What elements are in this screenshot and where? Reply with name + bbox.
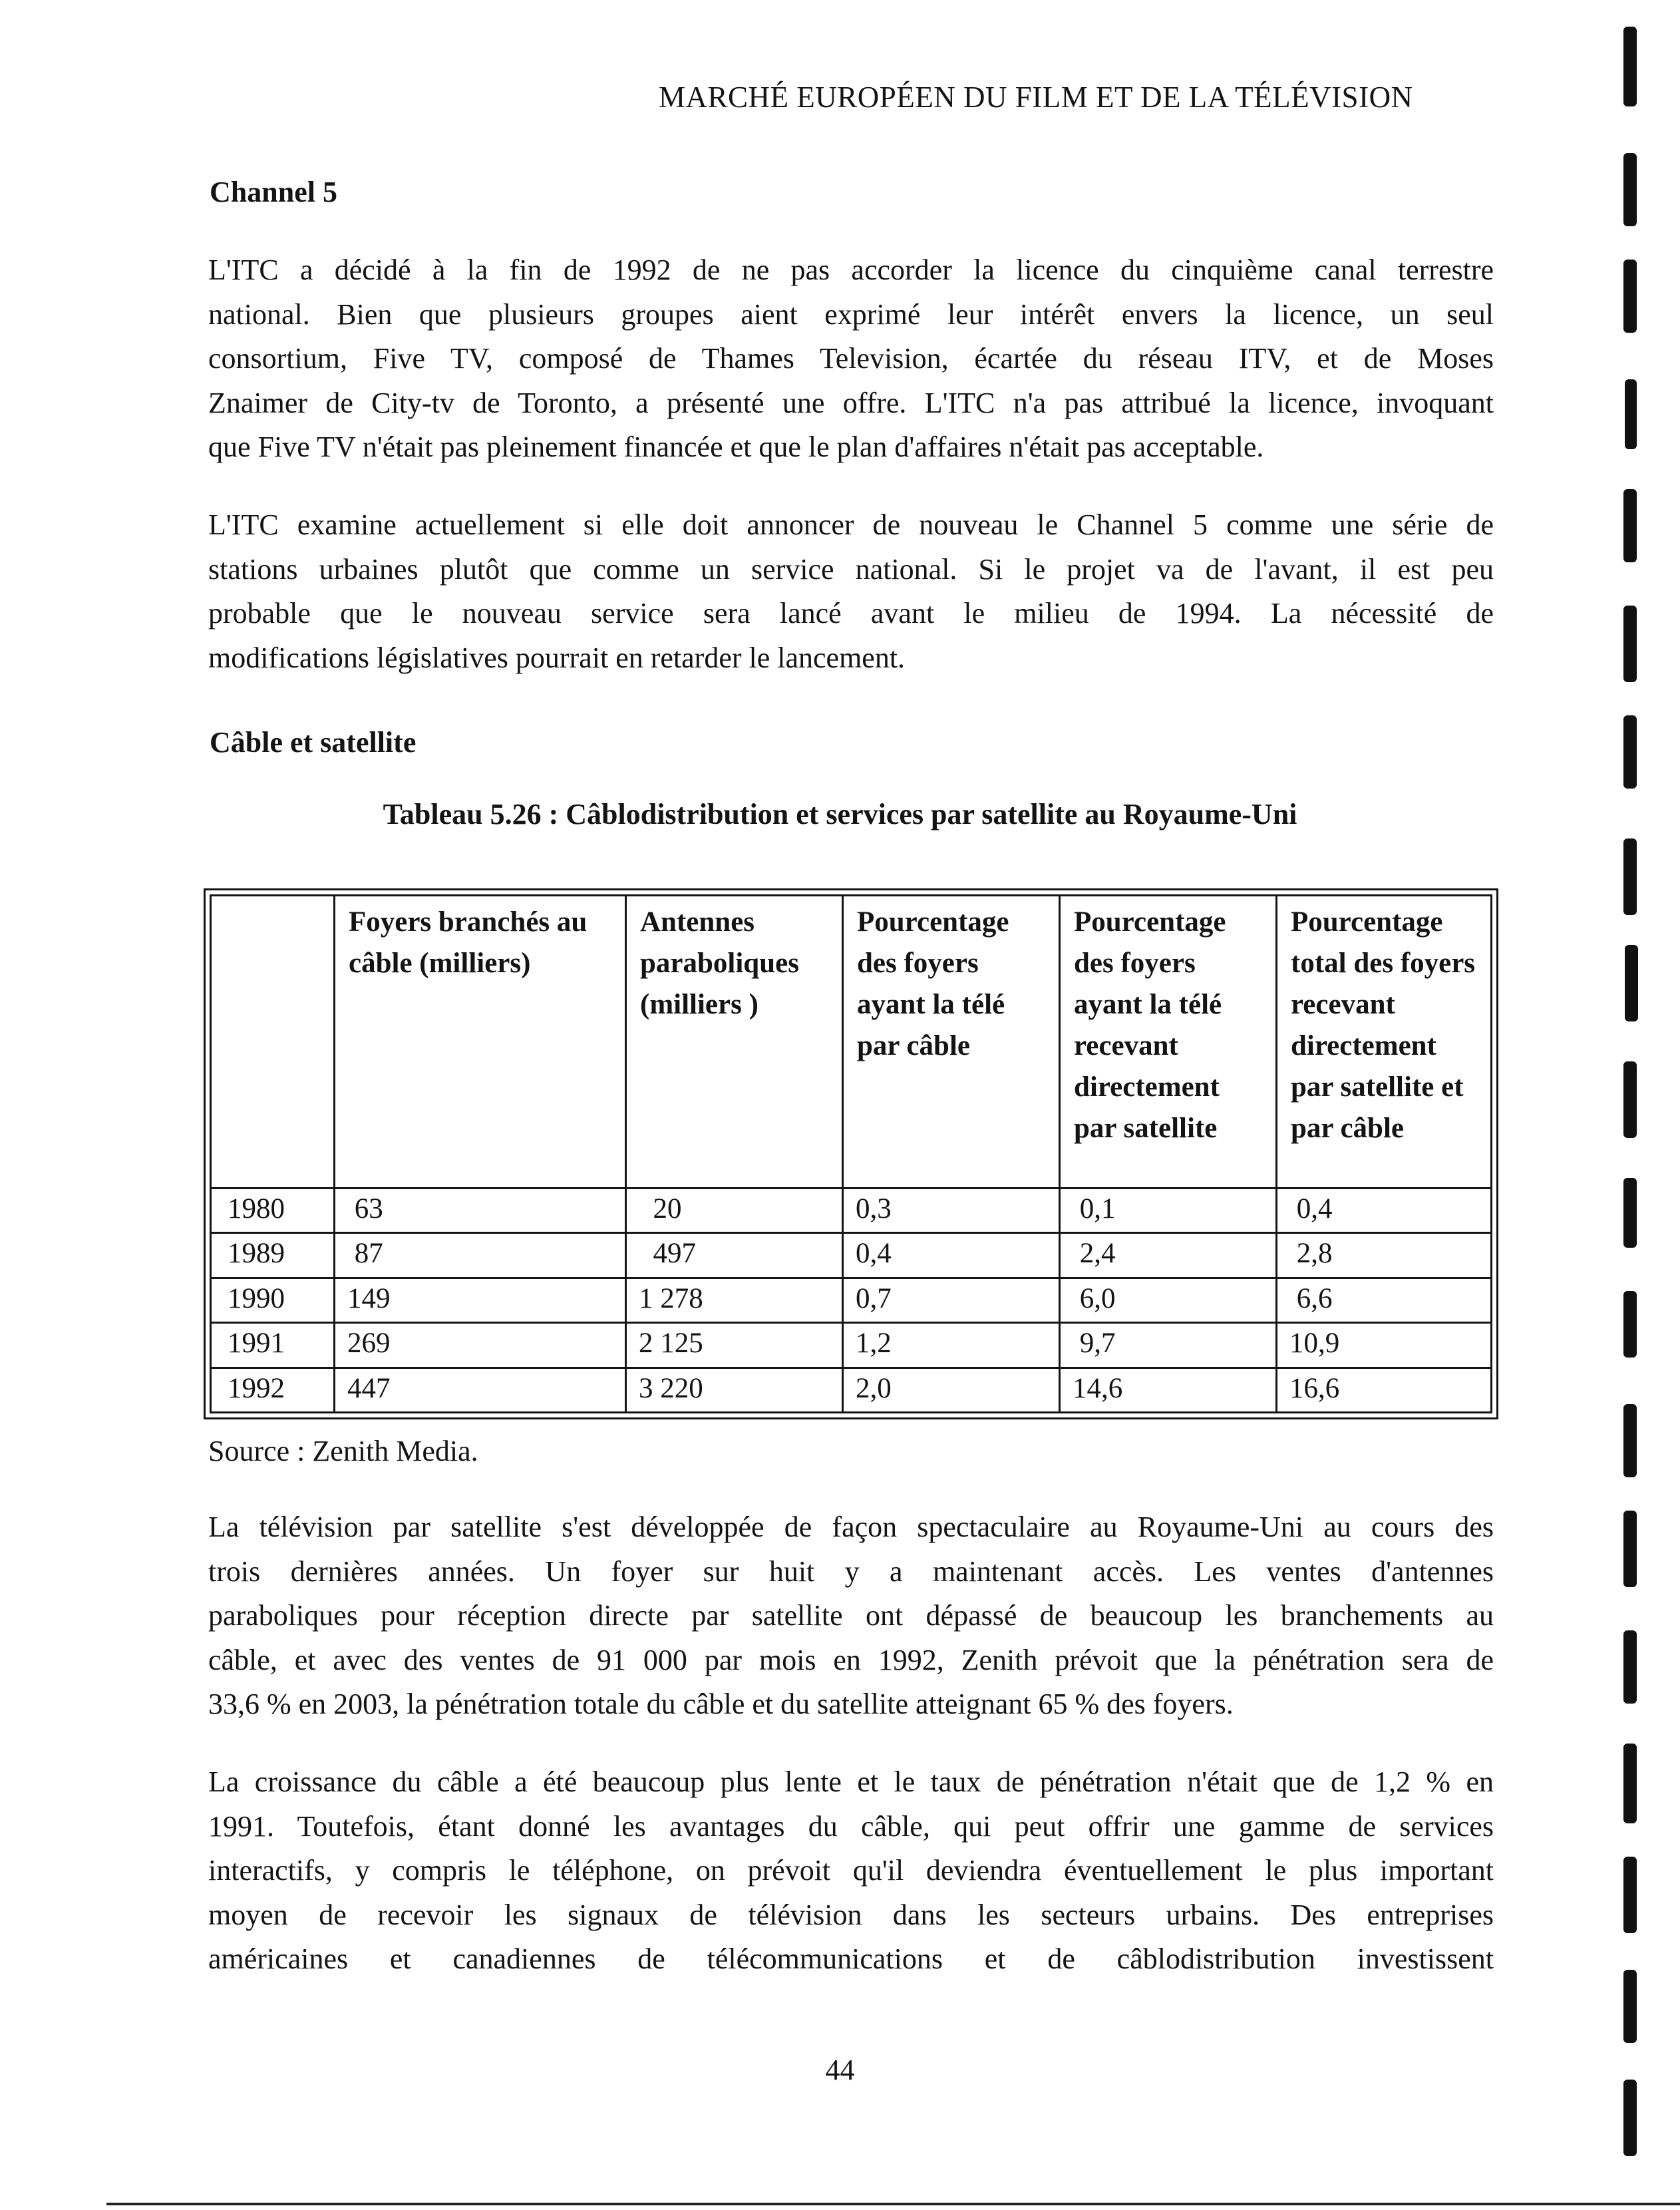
data-table-frame xyxy=(204,888,1498,1419)
header-cell-pct-cable: Pourcentage des foyers ayant la télé par câble xyxy=(843,896,1060,1189)
paragraph-line: trois dernières années. Un foyer sur huit y a maintenant accès. Les ventes d'antennes xyxy=(208,1555,1494,1588)
paragraph-line: câble, et avec des ventes de 91 000 par mois en 1992, Zenith prévoit que la pénétration sera de xyxy=(208,1643,1494,1676)
paragraph-channel5-licence xyxy=(208,248,1494,470)
paragraph-line: 33,6 % en 2003, la pénétration totale du câble et du satellite atteignant 65 % des foyers. xyxy=(208,1688,1234,1720)
table-cell-dishes: 3 220 xyxy=(626,1368,843,1412)
page-number: 44 xyxy=(825,2054,855,2086)
table-cell-pct-cable: 0,3 xyxy=(843,1189,1060,1233)
paragraph-satellite-growth xyxy=(208,1505,1494,1727)
table-cell-dishes: 497 xyxy=(626,1233,843,1278)
section-heading-cable-satellite: Câble et satellite xyxy=(210,726,417,759)
header-cell-year xyxy=(211,896,335,1189)
table-cell-pct-cable: 2,0 xyxy=(843,1368,1060,1412)
table-cell-pct-total: 10,9 xyxy=(1277,1323,1492,1368)
table-cell-dishes: 2 125 xyxy=(626,1323,843,1368)
paragraph-channel5-review xyxy=(208,503,1494,680)
table-cell-cable-homes: 269 xyxy=(335,1323,626,1368)
table-cell-pct-total: 0,4 xyxy=(1277,1189,1492,1233)
bottom-rule xyxy=(106,2203,1680,2205)
paragraph-line: 1991. Toutefois, étant donné les avantages du câble, qui peut offrir une gamme de services xyxy=(208,1809,1494,1843)
table-cell-dishes: 1 278 xyxy=(626,1278,843,1322)
table-cell-pct-total: 16,6 xyxy=(1277,1368,1492,1412)
running-header: MARCHÉ EUROPÉEN DU FILM ET DE LA TÉLÉVISION xyxy=(659,81,1413,114)
header-cell-pct-total: Pourcentage total des foyers recevant directement par satellite et par câble xyxy=(1277,896,1492,1189)
table-cell-cable-homes: 63 xyxy=(335,1189,626,1233)
paragraph-line: interactifs, y compris le téléphone, on prévoit qu'il deviendra éventuellement le plus important xyxy=(208,1854,1494,1887)
table-cell-year: 1992 xyxy=(211,1368,335,1412)
paragraph-cable-growth xyxy=(208,1760,1494,1982)
paragraph-line: L'ITC examine actuellement si elle doit annoncer de nouveau le Channel 5 comme une série de xyxy=(208,508,1494,541)
table-cell-year: 1990 xyxy=(211,1278,335,1322)
table-cell-year: 1980 xyxy=(211,1189,335,1233)
paragraph-line: probable que le nouveau service sera lancé avant le milieu de 1994. La nécessité de xyxy=(208,597,1494,630)
paragraph-line: consortium, Five TV, composé de Thames Television, écartée du réseau ITV, et de Moses xyxy=(208,342,1494,375)
table-row xyxy=(211,1189,1492,1233)
table-cell-dishes: 20 xyxy=(626,1189,843,1233)
paragraph-line: Znaimer de City-tv de Toronto, a présenté une offre. L'ITC n'a pas attribué la licence, invoquant xyxy=(208,386,1494,419)
table-cell-pct-cable: 1,2 xyxy=(843,1323,1060,1368)
table-cell-pct-satellite: 14,6 xyxy=(1060,1368,1277,1412)
table-row xyxy=(211,1278,1492,1322)
paragraph-line: moyen de recevoir les signaux de télévision dans les secteurs urbains. Des entreprises xyxy=(208,1898,1494,1931)
cable-satellite-table xyxy=(210,894,1492,1413)
table-cell-cable-homes: 447 xyxy=(335,1368,626,1412)
binding-holes-decoration xyxy=(1609,0,1662,2210)
table-cell-cable-homes: 87 xyxy=(335,1233,626,1278)
paragraph-line: La télévision par satellite s'est développée de façon spectaculaire au Royaume-Uni au cours des xyxy=(208,1511,1494,1543)
table-cell-year: 1991 xyxy=(211,1323,335,1368)
paragraph-line: La croissance du câble a été beaucoup plus lente et le taux de pénétration n'était que de 1,2 % en xyxy=(208,1765,1494,1798)
table-cell-pct-cable: 0,7 xyxy=(843,1278,1060,1322)
table-cell-pct-total: 6,6 xyxy=(1277,1278,1492,1322)
paragraph-line: paraboliques pour réception directe par satellite ont dépassé de beaucoup les branchements au xyxy=(208,1599,1494,1632)
paragraph-line: L'ITC a décidé à la fin de 1992 de ne pas accorder la licence du cinquième canal terrestre xyxy=(208,254,1494,286)
section-heading-channel5: Channel 5 xyxy=(210,176,337,208)
table-cell-pct-satellite: 6,0 xyxy=(1060,1278,1277,1322)
table-cell-pct-total: 2,8 xyxy=(1277,1233,1492,1278)
table-source: Source : Zenith Media. xyxy=(208,1435,478,1467)
paragraph-line: modifications législatives pourrait en retarder le lancement. xyxy=(208,641,906,674)
header-cell-pct-satellite: Pourcentage des foyers ayant la télé recevant directement par satellite xyxy=(1060,896,1277,1189)
table-cell-pct-satellite: 0,1 xyxy=(1060,1189,1277,1233)
table-cell-year: 1989 xyxy=(211,1233,335,1278)
table-row xyxy=(211,1368,1492,1412)
table-caption: Tableau 5.26 : Câblodistribution et services par satellite au Royaume-Uni xyxy=(383,798,1297,830)
table-cell-pct-satellite: 2,4 xyxy=(1060,1233,1277,1278)
table-cell-pct-cable: 0,4 xyxy=(843,1233,1060,1278)
table-row xyxy=(211,1323,1492,1368)
paragraph-line: national. Bien que plusieurs groupes aient exprimé leur intérêt envers la licence, un seul xyxy=(208,297,1494,331)
header-cell-cable-homes: Foyers branchés au câble (milliers) xyxy=(335,896,626,1189)
table-cell-pct-satellite: 9,7 xyxy=(1060,1323,1277,1368)
paragraph-line: que Five TV n'était pas pleinement financée et que le plan d'affaires n'était pas acceptable. xyxy=(208,431,1264,463)
paragraph-line: américaines et canadiennes de télécommunications et de câblodistribution investissent xyxy=(208,1942,1494,1975)
paragraph-line: stations urbaines plutôt que comme un service national. Si le projet va de l'avant, il est peu xyxy=(208,552,1494,586)
table-row xyxy=(211,1233,1492,1278)
header-cell-dishes: Antennes paraboliques (milliers ) xyxy=(626,896,843,1189)
table-cell-cable-homes: 149 xyxy=(335,1278,626,1322)
